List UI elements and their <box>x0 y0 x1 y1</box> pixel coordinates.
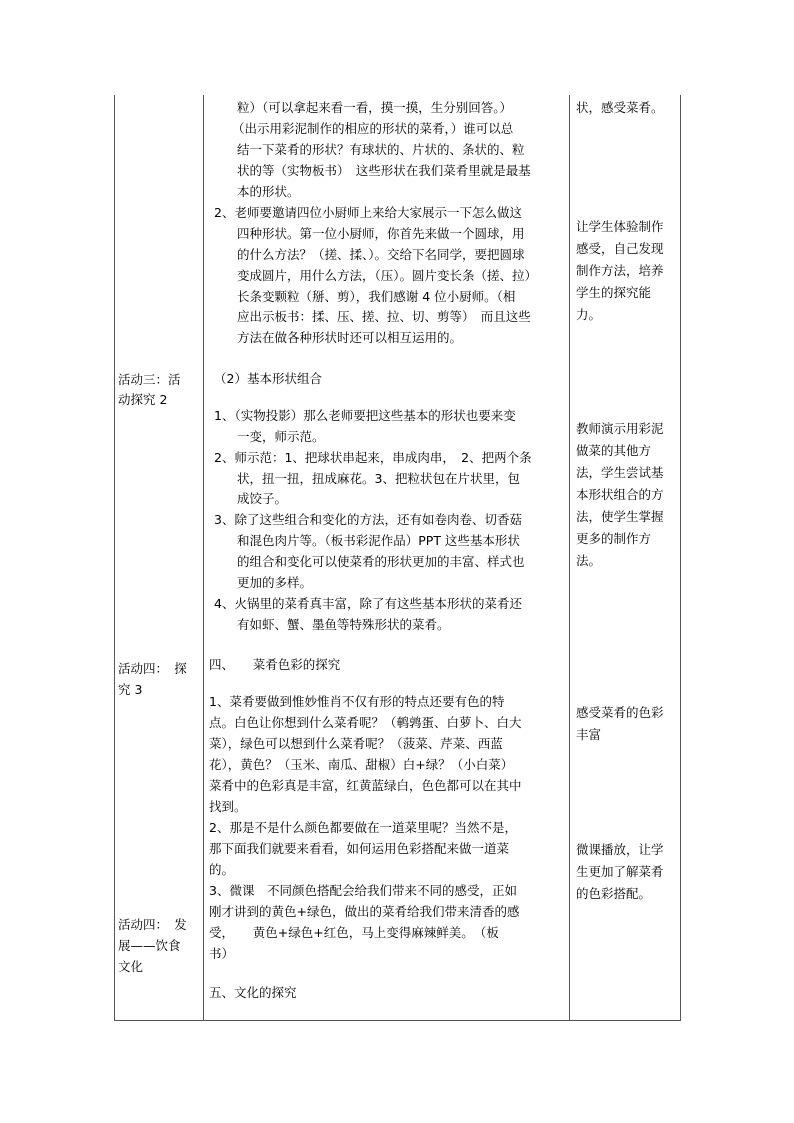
step-2-line: 2、老师要邀请四位小厨师上来给大家展示一下怎么做这 <box>214 205 522 220</box>
bullet-4-line: 有如虾、蟹、墨鱼等特殊形状的菜肴。 <box>237 617 450 632</box>
color-para-1-line: 菜肴中的色彩真是丰富，红黄蓝绿白，色色都可以在其中 <box>209 778 522 793</box>
note-line: 感受，自己发现 <box>576 241 664 256</box>
table-divider-2 <box>569 95 570 1021</box>
color-para-1-line: 找到。 <box>209 799 247 814</box>
table-border-bottom <box>114 1020 681 1021</box>
color-para-3-line: 书） <box>209 946 235 961</box>
para-line: （出示用彩泥制作的相应的形状的菜肴，）谁可以总 <box>232 121 514 136</box>
activity-3-label-line1: 活动三：活 <box>118 372 181 387</box>
note-line: 力。 <box>576 307 602 322</box>
bullet-2-line: 状，扭一扭，扭成麻花。3、把粒状包在片状里，包 <box>237 471 520 486</box>
activity-4a-label-line2: 究 3 <box>118 682 143 697</box>
color-para-2-line: 2、那是不是什么颜色都要做在一道菜里呢？当然不是， <box>209 820 517 835</box>
note-line: 感受菜肴的色彩 <box>576 705 664 720</box>
activity-4b-label-line3: 文化 <box>118 959 144 974</box>
note-line: 生更加了解菜肴 <box>576 864 664 879</box>
activity-3-label-line2: 动探究 2 <box>118 392 168 407</box>
step-2-line: 长条变颗粒（掰、剪），我们感谢 4 位小厨师。（相 <box>237 289 516 304</box>
color-para-1-line: 菜），绿色可以想到什么菜肴呢？（菠菜、芹菜、西蓝 <box>209 736 503 751</box>
color-para-2-line: 那下面我们就要来看看，如何运用色彩搭配来做一道菜 <box>209 841 510 856</box>
para-line: 结一下菜肴的形状？有球状的、片状的、条状的、粒 <box>237 142 525 157</box>
note-line: 法，使学生掌握 <box>576 509 664 524</box>
table-border-right <box>680 95 681 1021</box>
bullet-2-line: 2、师示范：1、把球状串起来，串成肉串， 2、把两个条 <box>214 450 532 465</box>
bullet-3-line: 更加的多样。 <box>237 575 313 590</box>
bullet-4-line: 4、火锅里的菜肴真丰富，除了有这些基本形状的菜肴还 <box>214 596 522 611</box>
step-2-line: 的什么方法？（搓、揉、）。交给下名同学，要把圆球 <box>237 247 525 262</box>
color-para-2-line: 的。 <box>209 862 235 877</box>
color-para-1-line: 花），黄色？（玉米、南瓜、甜椒）白+绿？（小白菜） <box>209 757 514 772</box>
para-line: 本的形状。 <box>237 184 300 199</box>
section-5-heading: 五、文化的探究 <box>209 985 297 1000</box>
bullet-2-line: 成饺子。 <box>237 491 288 506</box>
color-para-1-line: 点。白色让你想到什么菜肴呢？（鹌鹑蛋、白萝卜、白大 <box>209 715 522 730</box>
note-line: 教师演示用彩泥 <box>576 421 664 436</box>
note-line: 法，学生尝试基 <box>576 465 664 480</box>
heading-basic-shape-combination: （2）基本形状组合 <box>214 371 322 386</box>
note-line: 更多的制作方 <box>576 531 652 546</box>
table-divider-1 <box>203 95 204 1021</box>
note-line: 本形状组合的方 <box>576 487 664 502</box>
color-para-3-line: 刚才讲到的黄色+绿色，做出的菜肴给我们带来清香的感 <box>209 904 520 919</box>
step-2-line: 应出示板书：揉、压、搓、拉、切、剪等） 而且这些 <box>237 309 531 324</box>
color-para-3-line: 受， 黄色+绿色+红色，马上变得麻辣鲜美。 （板 <box>209 925 499 940</box>
activity-4b-label-line1: 活动四： 发 <box>118 917 187 932</box>
color-para-3-line: 3、微课 不同颜色搭配会给我们带来不同的感受，正如 <box>209 883 517 898</box>
note-line: 制作方法，培养 <box>576 263 664 278</box>
para-line: 粒）（可以拿起来看一看，摸一摸，生分别回答。） <box>237 100 513 115</box>
note-line: 法。 <box>576 553 602 568</box>
para-line: 状的等（实物板书） 这些形状在我们菜肴里就是最基 <box>237 163 531 178</box>
step-2-line: 四种形状。第一位小厨师，你首先来做一个圆球，用 <box>237 226 525 241</box>
color-para-1-line: 1、菜肴要做到惟妙惟肖不仅有形的特点还要有色的特 <box>209 694 505 709</box>
table-border-left <box>114 95 115 1021</box>
note-line: 做菜的其他方 <box>576 443 652 458</box>
note-line: 丰富 <box>576 727 602 742</box>
bullet-1-line: 1、（实物投影）那么老师要把这些基本的形状也要来变 <box>214 408 516 423</box>
activity-4a-label-line1: 活动四： 探 <box>118 661 187 676</box>
note-line: 的色彩搭配。 <box>576 886 652 901</box>
section-4-heading: 四、 菜肴色彩的探究 <box>209 657 341 672</box>
step-2-line: 变成圆片，用什么方法，（压）。圆片变长条（搓、拉） <box>237 268 538 283</box>
activity-4b-label-line2: 展——饮食 <box>118 938 181 953</box>
bullet-1-line: 一变，师示范。 <box>237 429 325 444</box>
bullet-3-line: 的组合和变化可以使菜肴的形状更加的丰富、样式也 <box>237 554 525 569</box>
bullet-3-line: 和混色肉片等。（板书彩泥作品）PPT 这些基本形状 <box>237 533 520 548</box>
note-line: 学生的探究能 <box>576 285 652 300</box>
bullet-3-line: 3、除了这些组合和变化的方法，还有如卷肉卷、切香菇 <box>214 512 522 527</box>
note-line: 微课播放，让学 <box>576 842 664 857</box>
step-2-line: 方法在做各种形状时还可以相互运用的。 <box>237 330 463 345</box>
note-line: 让学生体验制作 <box>576 219 664 234</box>
note-line: 状，感受菜肴。 <box>576 100 664 115</box>
